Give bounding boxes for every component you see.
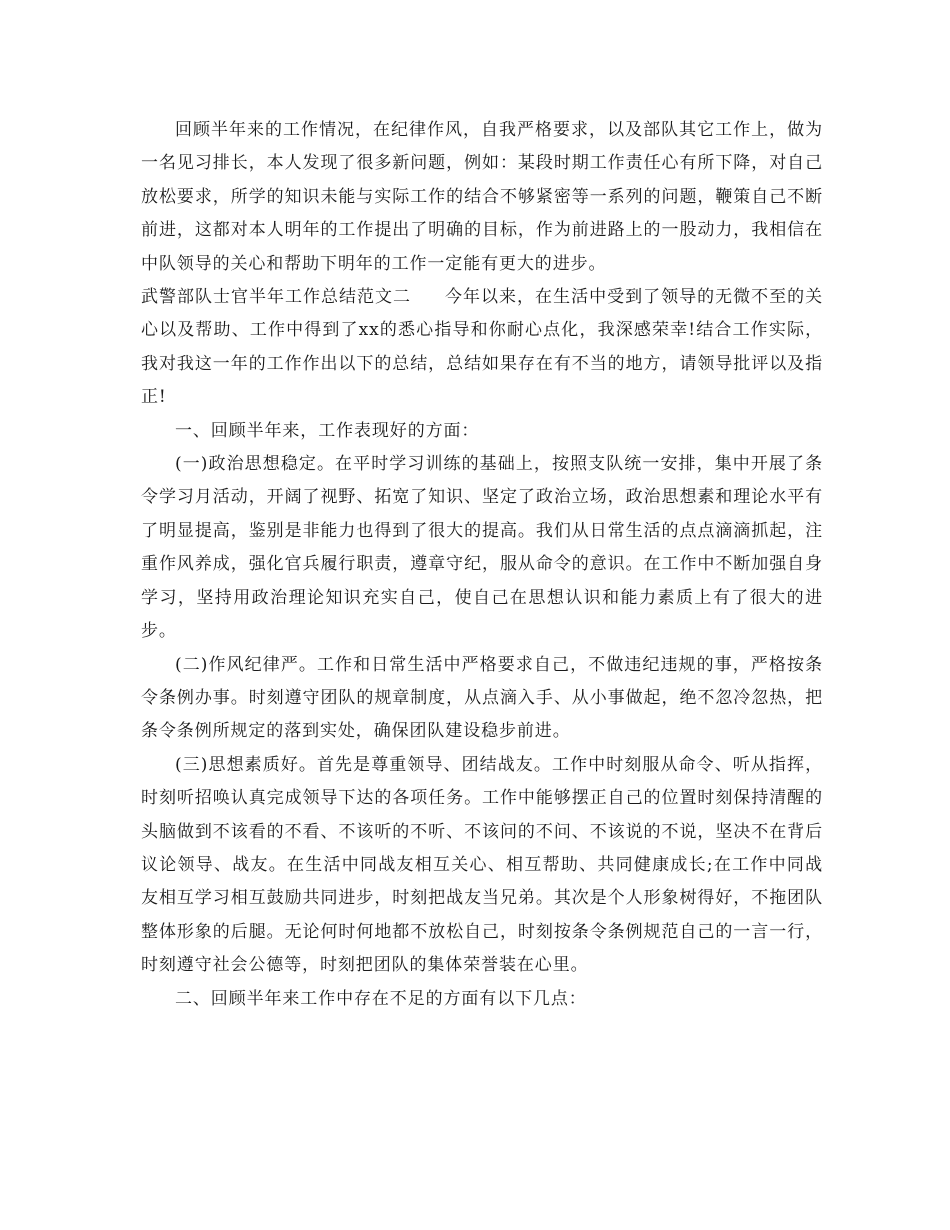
section-intro: 今年以来，在生活中受到了领导的无微不至的关心以及帮助、工作中得到了xx的悉心指导和你耐心点化，我深感荣幸!结合工作实际，我对我这一年的工作作出以下的总结，总结如果存在有不当的地方，请领导批评以及指正! <box>141 287 823 408</box>
document-body <box>141 114 823 1016</box>
section-heading-paragraph <box>141 281 823 415</box>
paragraph-ideology: (三)思想素质好。首先是尊重领导、团结战友。工作中时刻服从命令、听从指挥，时刻听招唤认真完成领导下达的各项任务。工作中能够摆正自己的位置时刻保持清醒的头脑做到不该看的不看、不该听的不听、不该问的不问、不该说的不说，坚决不在背后议论领导、战友。在生活中同战友相互关心、相互帮助、共同健康成长;在工作中同战友相互学习相互鼓励共同进步，时刻把战友当兄弟。其次是个人形象树得好，不拖团队整体形象的后腿。无论何时何地都不放松自己，时刻按条令条例规范自己的一言一行，时刻遵守社会公德等，时刻把团队的集体荣誉装在心里。 <box>141 754 823 976</box>
paragraph-discipline: (二)作风纪律严。工作和日常生活中严格要求自己，不做违纪违规的事，严格按条令条例办事。时刻遵守团队的规章制度，从点滴入手、从小事做起，绝不忽冷忽热，把条令条例所规定的落到实处，确保团队建设稳步前进。 <box>141 654 823 742</box>
paragraph-review: 回顾半年来的工作情况，在纪律作风，自我严格要求，以及部队其它工作上，做为一名见习排长，本人发现了很多新问题，例如：某段时期工作责任心有所下降，对自己放松要求，所学的知识未能与实际工作的结合不够紧密等一系列的问题，鞭策自己不断前进，这都对本人明年的工作提出了明确的目标，作为前进路上的一股动力，我相信在中队领导的关心和帮助下明年的工作一定能有更大的进步。 <box>141 120 823 274</box>
heading-shortcomings: 二、回顾半年来工作中存在不足的方面有以下几点： <box>175 988 587 1009</box>
heading-good-aspects: 一、回顾半年来，工作表现好的方面： <box>175 420 480 441</box>
paragraph-political: (一)政治思想稳定。在平时学习训练的基础上，按照支队统一安排，集中开展了条令学习月活动，开阔了视野、拓宽了知识、坚定了政治立场，政治思想素和理论水平有了明显提高，鉴别是非能力也得到了很大的提高。我们从日常生活的点点滴滴抓起，注重作风养成，强化官兵履行职责，遵章守纪，服从命令的意识。在工作中不断加强自身学习，坚持用政治理论知识充实自己，使自己在思想认识和能力素质上有了很大的进步。 <box>141 454 823 642</box>
section-title: 武警部队士官半年工作总结范文二 <box>141 287 412 308</box>
